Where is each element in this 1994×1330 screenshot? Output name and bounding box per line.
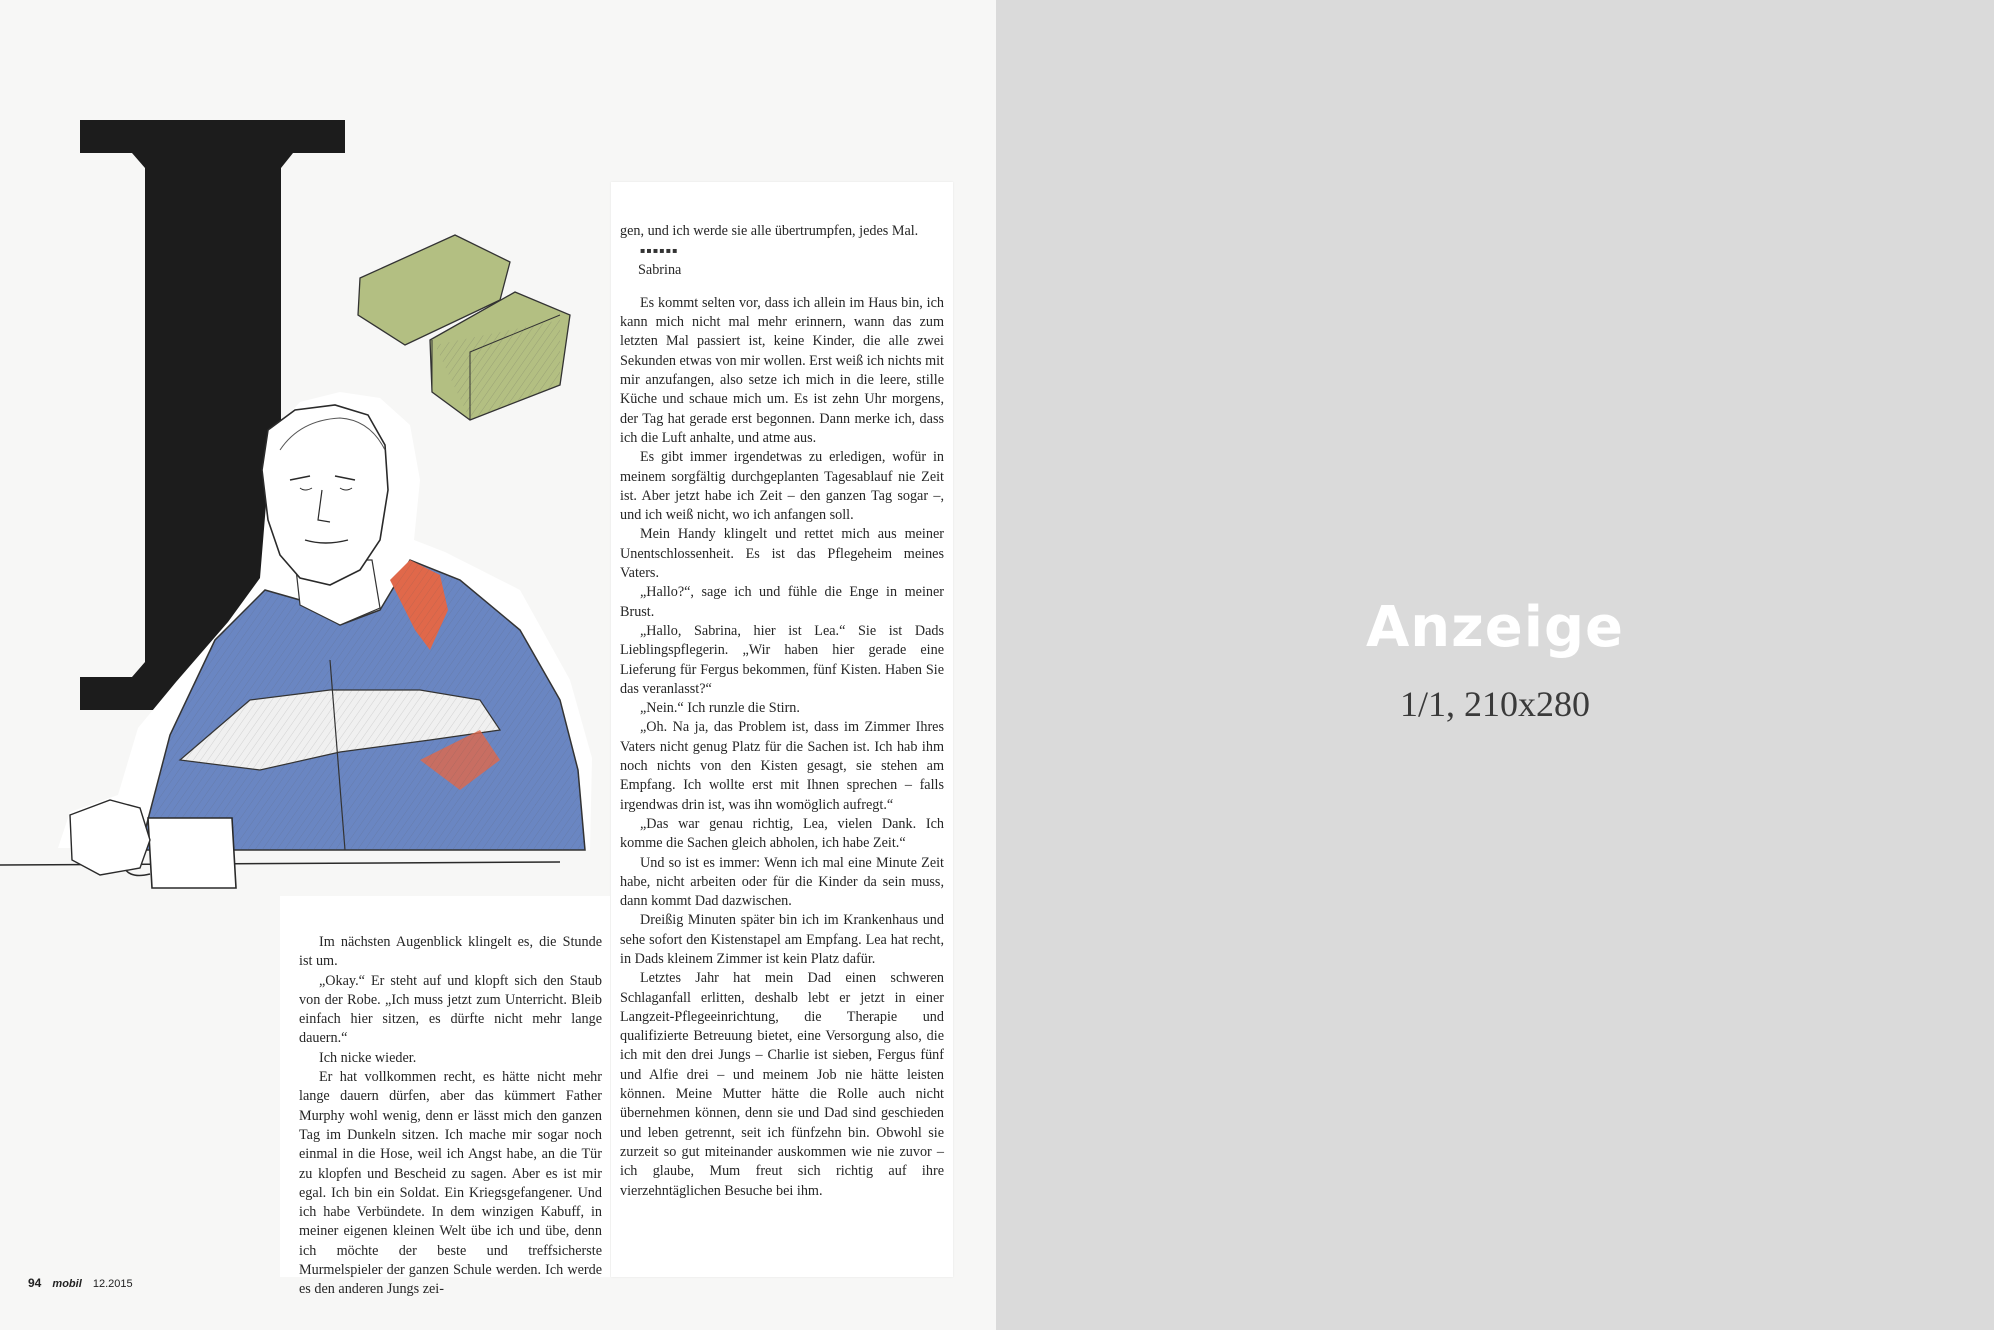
paragraph: „Hallo, Sabrina, hier ist Lea.“ Sie ist Dads Lieblingspflegerin. „Wir haben hier gerade eine Lieferung für Fergus bekommen, fünf Kisten. Haben Sie das veranlasst?“ [620,622,944,697]
magazine-name: mobil [52,1278,82,1290]
paragraph: Dreißig Minuten später bin ich im Krankenhaus und sehe sofort den Kistenstapel am Empfang. Lea hat recht, in Dads kleinem Zimmer ist kein Platz dafür. [620,912,944,967]
paragraph: Es gibt immer irgendetwas zu erledigen, wofür in meinem sorgfältig durchgeplanten Tagesablauf nie Zeit ist. Aber jetzt habe ich Zeit – den ganzen Tag sogar –, und ich weiß nicht, wo ich anfangen soll. [620,449,944,524]
paragraph: „Das war genau richtig, Lea, vielen Dank. Ich komme die Sachen gleich abholen, ich habe Zeit.“ [620,815,944,852]
paragraph: gen, und ich werde sie alle übertrumpfen, jedes Mal. [620,223,919,239]
section-separator: ▪▪▪▪▪▪ [640,246,679,256]
paragraph: „Hallo?“, sage ich und fühle die Enge in meiner Brust. [620,584,944,620]
paragraph: Und so ist es immer: Wenn ich mal eine Minute Zeit habe, nicht arbeiten oder für die Kinder da sein muss, dann kommt Dad dazwischen. [620,854,944,910]
paragraph: Es kommt selten vor, dass ich allein im Haus bin, ich kann mich nicht mal mehr erinnern, wann das zum letzten Mal passiert ist, keine Kinder, die alle zwei Sekunden etwas von mir wollen. Erst weiß ich nichts mit mir anzufangen, also setze ich mich in die leere, stille Küche und schaue mich um. Es ist zehn Uhr morgens, der Tag hat gerade erst begonnen. Dann merke ich, dass ich die Luft anhalte, und atme aus. [620,294,944,446]
ad-label: Anzeige [1365,595,1625,660]
section-name: Sabrina [638,261,682,278]
left-page [0,0,996,1330]
issue-date: 12.2015 [92,1278,133,1290]
ad-size-label: 1/1, 210x280 [1399,684,1590,724]
text-column-right [611,182,953,1277]
text-column-left [280,896,610,1298]
page-footer [28,1276,133,1290]
page-number: 94 [28,1276,42,1290]
paragraph: „Nein.“ Ich runzle die Stirn. [640,700,800,717]
paragraph: Letztes Jahr hat mein Dad einen schweren Schlaganfall erlitten, deshalb lebt er jetzt in einer Langzeit-Pflegeeinrichtung, die Therapie und qualifizierte Betreuung bietet, eine Versorgung also, die ich mit den drei Jungs – Charlie ist sieben, Fergus fünf und Alfie drei – und meinem Job nie hätte leisten können. Meine Mutter hätte die Rolle auch nicht übernehmen können, denn sie und Dad sind geschieden und leben getrennt, seit ich fünfzehn bin. Obwohl sie zurzeit so gut miteinander auskommen wie nie zuvor – ich glaube, Mum freut sich richtig auf ihre vierzehntäglichen Besuche bei ihm. [620,970,944,1199]
paragraph: „Okay.“ Er steht auf und klopft sich den Staub von der Robe. „Ich muss jetzt zum Unterricht. Bleib einfach hier sitzen, es dürfte nicht mehr lange dauern.“ [299,972,602,1047]
paragraph: Ich nicke wieder. [319,1049,417,1066]
paragraph: „Oh. Na ja, das Problem ist, dass im Zimmer Ihres Vaters nicht genug Platz für die Sachen ist. Ich hab ihm noch nichts von den Kisten gesagt, sie stehen am Empfang. Ich wollte erst mit Ihnen sprechen – falls irgendwas drin ist, was ihn womöglich aufregt.“ [620,719,944,813]
ad-placeholder-page [996,0,1994,1330]
paragraph: Mein Handy klingelt und rettet mich aus meiner Unentschlossenheit. Es ist das Pflegeheim meines Vaters. [620,526,944,582]
paragraph: Im nächsten Augenblick klingelt es, die Stunde ist um. [299,934,602,970]
paragraph: Er hat vollkommen recht, es hätte nicht mehr lange dauern dürfen, aber das kümmert Father Murphy wohl wenig, denn er lässt mich den ganzen Tag im Dunkeln sitzen. Ich mache mir sogar noch einmal in die Hose, weil ich Angst habe, an die Tür zu klopfen und Bescheid zu sagen. Aber es ist mir egal. Ich bin ein Soldat. Ein Kriegsgefangener. Und ich habe Verbündete. In dem winzigen Kabuff, in meiner eigenen kleinen Welt übe ich und übe, denn ich möchte der beste und treffsicherste Murmelspieler der ganzen Schule werden. Ich werde es den anderen Jungs zei- [299,1069,602,1298]
